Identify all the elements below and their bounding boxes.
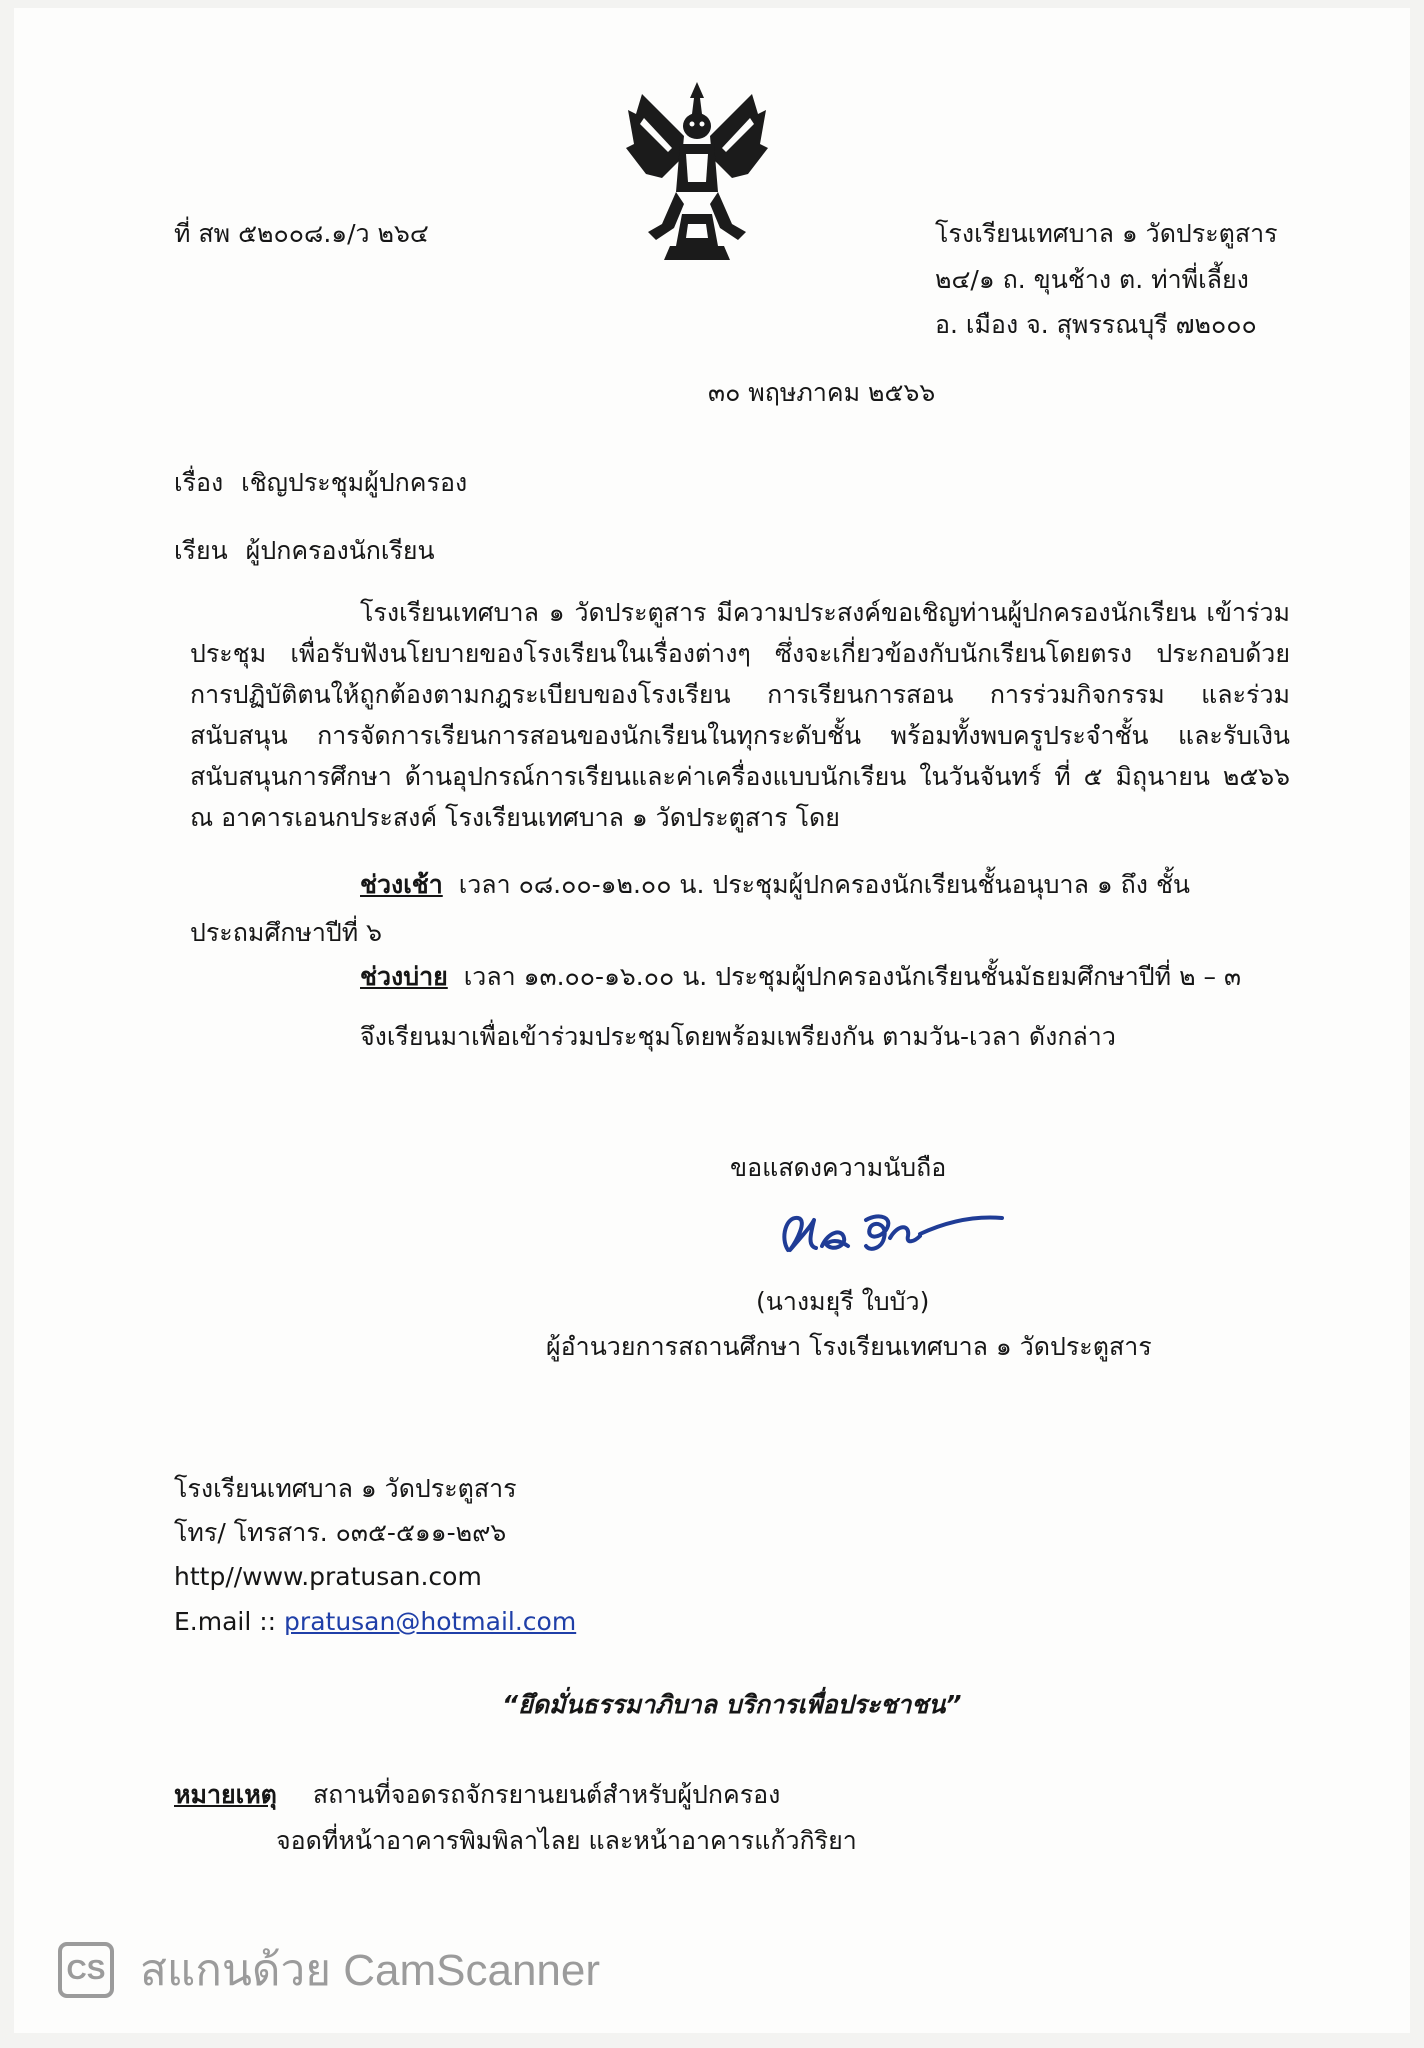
school-motto: “ยึดมั่นธรรมาภิบาล บริการเพื่อประชาชน” [502, 1690, 962, 1719]
contact-email-line [174, 1605, 576, 1639]
recipient-text: ผู้ปกครองนักเรียน [245, 536, 435, 565]
recipient-label: เรียน [174, 536, 228, 565]
contact-school: โรงเรียนเทศบาล ๑ วัดประตูสาร [174, 1474, 517, 1503]
address-line-1: ๒๔/๑ ถ. ขุนช้าง ต. ท่าพี่เลี้ยง [935, 265, 1249, 294]
camscanner-text: สแกนด้วย CamScanner [140, 1946, 601, 1995]
address-line-2: อ. เมือง จ. สุพรรณบุรี ๗๒๐๐๐ [935, 310, 1257, 339]
signatory-position: ผู้อำนวยการสถานศึกษา โรงเรียนเทศบาล ๑ วัดประตูสาร [546, 1332, 1152, 1361]
garuda-emblem-icon [622, 74, 772, 264]
afternoon-session-label: ช่วงบ่าย [360, 962, 448, 991]
afternoon-session-text: เวลา ๑๓.๐๐-๑๖.๐๐ น. ประชุมผู้ปกครองนักเรียนชั้นมัธยมศึกษาปีที่ ๒ – ๓ [463, 962, 1242, 991]
school-name: โรงเรียนเทศบาล ๑ วัดประตูสาร [935, 219, 1278, 248]
subject-line [174, 466, 467, 500]
closing-sentence: จึงเรียนมาเพื่อเข้าร่วมประชุมโดยพร้อมเพรียงกัน ตามวัน-เวลา ดังกล่าว [360, 1022, 1116, 1051]
camscanner-watermark [58, 1940, 600, 2000]
note-line-1 [174, 1778, 780, 1812]
note-line-2: จอดที่หน้าอาคารพิมพิลาไลย และหน้าอาคารแก้วกิริยา [276, 1826, 857, 1855]
subject-text: เชิญประชุมผู้ปกครอง [241, 468, 468, 497]
contact-phone: โทร/ โทรสาร. ๐๓๕-๕๑๑-๒๙๖ [174, 1518, 507, 1547]
note-label: หมายเหตุ [174, 1780, 277, 1809]
subject-label: เรื่อง [174, 468, 224, 497]
letter-page [14, 8, 1410, 2033]
camscanner-logo-icon: CS [58, 1942, 114, 1998]
salutation: ขอแสดงความนับถือ [730, 1153, 947, 1182]
morning-session [360, 868, 1190, 902]
morning-session-label: ช่วงเช้า [360, 870, 443, 899]
body-paragraph [190, 592, 1290, 838]
email-label: E.mail :: [174, 1607, 285, 1636]
letter-date: ๓๐ พฤษภาคม ๒๕๖๖ [708, 378, 936, 407]
contact-website[interactable]: http//www.pratusan.com [174, 1562, 482, 1591]
note-text-1: สถานที่จอดรถจักรยานยนต์สำหรับผู้ปกครอง [312, 1780, 781, 1809]
email-link[interactable]: pratusan@hotmail.com [284, 1607, 577, 1636]
morning-session-continued: ประถมศึกษาปีที่ ๖ [190, 918, 383, 947]
recipient-line [174, 534, 435, 568]
morning-session-text: เวลา ๐๘.๐๐-๑๒.๐๐ น. ประชุมผู้ปกครองนักเรียนชั้นอนุบาล ๑ ถึง ชั้น [458, 870, 1191, 899]
body-paragraph-text: โรงเรียนเทศบาล ๑ วัดประตูสาร มีความประสงค์ขอเชิญท่านผู้ปกครองนักเรียน เข้าร่วมประชุม เพื่อรับฟังนโยบายของโรงเรียนในเรื่องต่างๆ ซึ่งจะเกี่ยวข้องกับนักเรียนโดยตรง ประกอบด้วย การปฏิบัติตนให้ถูกต้องตามกฎระเบียบของโรงเรียน การเรียนการสอน การร่วมกิจกรรม และร่วมสนับสนุน การจัดการเรียนการสอนของนักเรียนในทุกระดับชั้น พร้อมทั้งพบครูประจำชั้น และรับเงินสนับสนุนการศึกษา ด้านอุปกรณ์การเรียนและค่าเครื่องแบบนักเรียน ในวันจันทร์ ที่ ๕ มิถุนายน ๒๕๖๖ ณ อาคารเอนกประสงค์ โรงเรียนเทศบาล ๑ วัดประตูสาร โดย [190, 598, 1290, 832]
afternoon-session [360, 960, 1241, 994]
handwritten-signature [770, 1198, 1010, 1270]
signatory-name: (นางมยุรี ใบบัว) [756, 1287, 930, 1316]
reference-number: ที่ สพ ๕๒๐๐๘.๑/ว ๒๖๔ [174, 219, 429, 248]
